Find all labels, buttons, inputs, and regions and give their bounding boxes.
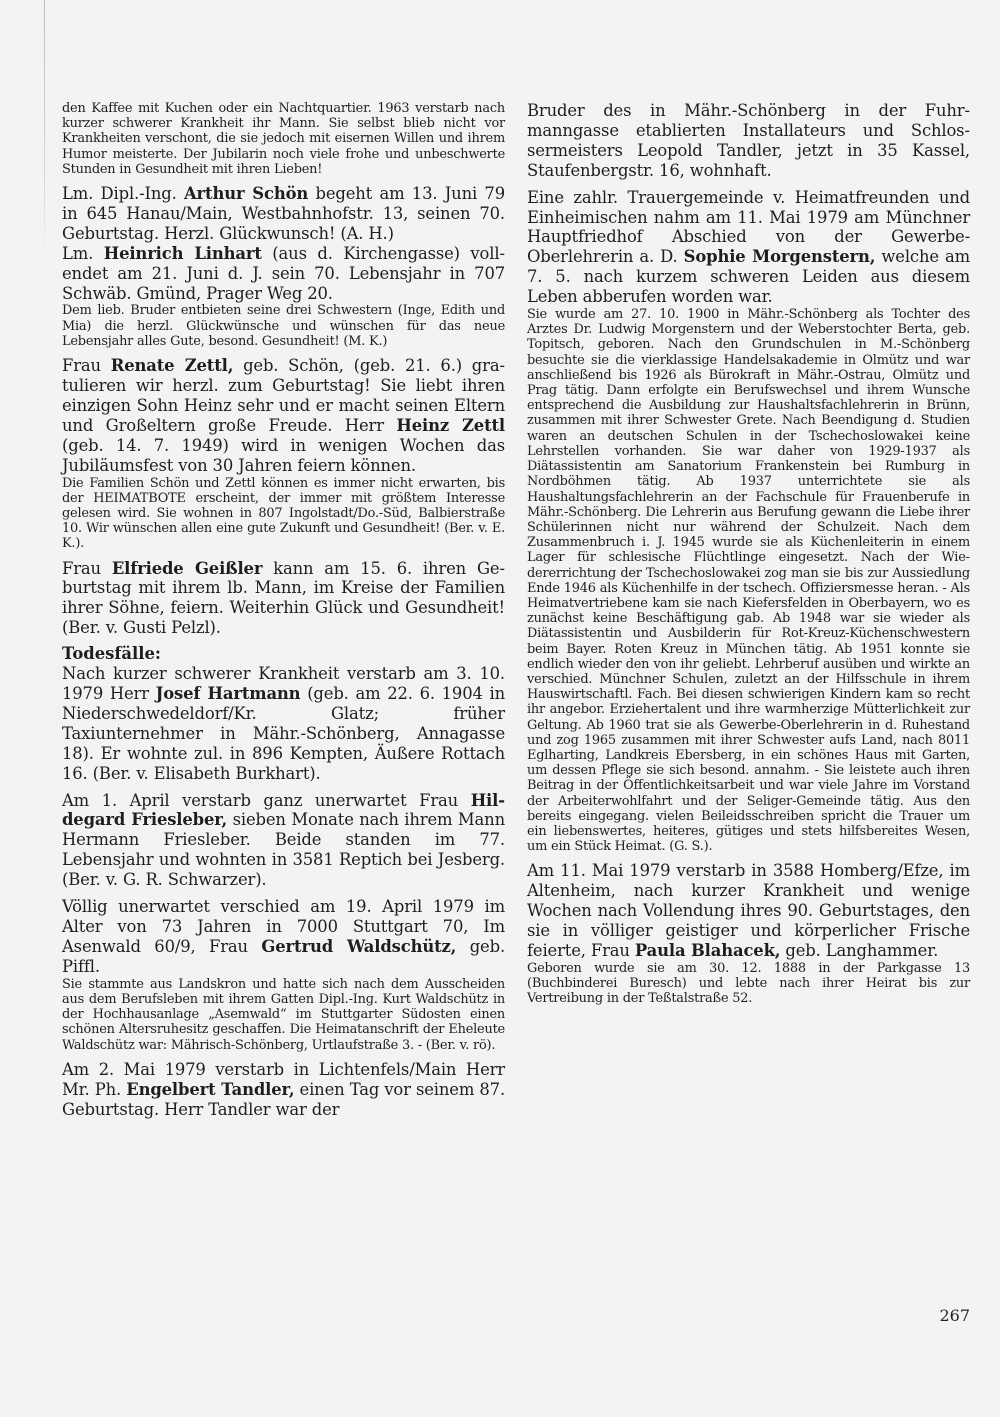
article-continuation-text: den Kaffee mit Kuchen oder ein Nachtquartier. 1963 verstarb nach kurzer schwerer Krankheit ihr Mann. Sie selbst blieb nicht vor Krankheiten verschont, die sie jedoch mit eisernen Willen und ihrem Humor meisterte. Der Jubilarin noch viele frohe und unbeschwerte Stunden in Gesundheit mit ihren Lieben! <box>62 101 505 177</box>
obituary-sophie-morgenstern: Eine zahlr. Trauergemeinde v. Heimatfreunden und Einheimischen nahm am 11. Mai 1979 am Münchner Hauptfriedhof Abschied von der Gewerbe-Oberlehrerin a. D. Sophie Morgenstern, welche am 7. 5. nach kurzem schweren Leiden aus diesem Leben abberufen worden war. <box>527 187 970 307</box>
person-name: Hildegard Friesleber, <box>62 790 505 830</box>
obituary-engelbert-tandler-continued: Bruder des in Mähr.-Schönberg in der Fuhrmanngasse etablierten Installateurs und Schlossermeisters Leopold Tandler, jetzt in 35 Kassel, Staufenbergstr. 16, wohnhaft. <box>527 101 970 180</box>
right-column <box>527 101 970 1007</box>
birthday-notice-detail: Die Familien Schön und Zettl können es immer nicht erwarten, bis der HEIMATBOTE erscheint, der immer mit größtem Interesse gelesen wird. Sie wohnen in 807 Ingolstadt/Do.-Süd, Balbierstraße 10. Wir wünschen allen eine gute Zukunft und Gesundheit! (Ber. v. E. K.). <box>62 475 505 552</box>
person-name: Arthur Schön <box>183 184 309 204</box>
obituary-detail: Sie stammte aus Landskron und hatte sich nach dem Ausscheiden aus dem Berufsleben mit ihrem Gatten Dipl.-Ing. Kurt Waldschütz in der Hochhausanlage „Asemwald“ im Stuttgarter Südosten einen schönen Altersruhesitz geschaffen. Die Heimatanschrift der Eheleute Waldschütz war: Mährisch-Schönberg, Urtlaufstraße 3. - (Ber. v. rö). <box>62 976 505 1053</box>
obituary-josef-hartmann: Nach kurzer schwerer Krankheit verstarb am 3. 10. 1979 Herr Josef Hartmann (geb. am 22. 6. 1904 in Niederschwedeldorf/Kr. Glatz; früher Taxiunternehmer in Mähr.-Schönberg, Annagasse 18). Er wohnte zul. in 896 Kempten, Äußere Rottach 16. (Ber. v. Elisabeth Burkhart). <box>62 664 505 783</box>
page-fold-line <box>44 0 45 260</box>
person-name: Engelbert Tandler, <box>126 1079 295 1099</box>
person-name: Paula Blahacek, <box>634 941 781 960</box>
birthday-notice-arthur-schoen: Lm. Dipl.-Ing. Arthur Schön begeht am 13. Juni 79 in 645 Hanau/Main, Westbahnhofstr. 13, seinen 70. Geburtstag. Herzl. Glückwunsch! (A. H.) <box>62 184 505 243</box>
person-name: Heinz Zettl <box>396 415 506 435</box>
person-name: Renate Zettl, <box>110 356 234 376</box>
person-name: Josef Hartmann <box>155 684 301 704</box>
birthday-notice-heinrich-linhart: Lm. Heinrich Linhart (aus d. Kirchengasse) vollendet am 21. Juni d. J. sein 70. Lebensjahr in 707 Schwäb. Gmünd, Prager Weg 20. <box>62 243 505 303</box>
birthday-notice-detail: Dem lieb. Bruder entbieten seine drei Schwestern (Inge, Edith und Mia) die herzl. Glückwünsche und wünschen für das neue Lebensjahr alles Gute, besond. Gesundheit! (M. K.) <box>62 303 505 349</box>
obituary-paula-blahacek: Am 11. Mai 1979 verstarb in 3588 Homberg/Efze, im Altenheim, nach kurzer Krankheit und wenige Wochen nach Vollendung ihres 90. Geburtstages, den sie in völliger geistiger und körperlicher Frische feierte, Frau Paula Blahacek, geb. Langhammer. <box>527 861 970 960</box>
birthday-notice-renate-zettl: Frau Renate Zettl, geb. Schön, (geb. 21. 6.) gratulieren wir herzl. zum Geburtstag! Sie liebt ihren einzigen Sohn Heinz sehr und er macht seinen Eltern und Großeltern große Freude. Herr Heinz Zettl (geb. 14. 7. 1949) wird in wenigen Wochen das Jubiläumsfest von 30 Jahren feiern können. <box>62 356 506 475</box>
section-heading-deaths: Todesfälle: <box>62 644 161 664</box>
page-number: 267 <box>939 1306 970 1325</box>
person-name: Elfriede Geißler <box>111 558 263 578</box>
left-column <box>62 101 505 1119</box>
birthday-notice-elfriede-geissler: Frau Elfriede Geißler kann am 15. 6. ihren Geburtstag mit ihrem lb. Mann, im Kreise der Familien ihrer Söhne, feiern. Weiterhin Glück und Gesundheit! (Ber. v. Gusti Pelzl). <box>62 558 505 638</box>
person-name: Heinrich Linhart <box>103 243 262 263</box>
person-name: Sophie Morgenstern, <box>683 247 876 267</box>
obituary-detail: Sie wurde am 27. 10. 1900 in Mähr.-Schönberg als Tochter des Arztes Dr. Ludwig Morgenstern und der Weberstochter Berta, geb. Topitsch, geboren. Nach den Grundschulen in M.-Schönberg besuchte sie die vierklassige Handelsakademie in Olmütz und war anschließend bis 1926 als Bürokraft in Mähr.-Ostrau, Olmütz und Prag tätig. Dann erfolgte ein Berufswechsel und ihrem Wunsche entsprechend die Ausbildung zur Haushaltsfachlehrerin in Brünn, zusammen mit ihrer Schwester Grete. Nach Beendigung d. Studien waren an deutschen Schulen in der Tschechoslowakei keine Lehrstellen vorhanden. Sie war daher von 1929-1937 als Diätassistentin am Sanatorium Frankenstein bei Rumburg in Nordböhmen tätig. Ab 1937 unterrichtete sie als Haushaltungsfachlehrerin an der Fachschule für Frauenberufe in Mähr.-Schönberg. Die Lehrerin aus Berufung gewann die Liebe ihrer Schülerinnen nicht nur während der Schulzeit. Nach dem Zusammenbruch i. J. 1945 wurde sie als Küchenleiterin in einem Lager für schlesische Flüchtlinge eingesetzt. Nach der Wiedererrichtung der Tschechoslowakei zog man sie bis zur Aussiedlung Ende 1946 als Küchenhilfe in der tschech. Offiziersmesse heran. - Als Heimatvertriebene kam sie nach Kiefersfelden in Oberbayern, wo es zunächst keine Beschäftigung gab. Ab 1948 war sie wieder als Diätassistentin und Ausbilderin für Rot-Kreuz-Küchenschwestern beim Bayer. Roten Kreuz in München tätig. Ab 1951 konnte sie endlich wieder den von ihr geliebt. Lehrberuf ausüben und wirkte an verschied. Münchner Schulen, zuletzt an der Hilfsschule in ihrem Hauswirtschaftl. Fach. Bei diesen schwierigen Kindern kam so recht ihr angebor. Erziehertalent und ihre warmherzige Mütterlichkeit zur Geltung. Ab 1960 trat sie als Gewerbe-Oberlehrerin in d. Ruhestand und zog 1965 zusammen mit ihrer Schwester aufs Land, nach 8011 Eglharting, Landkreis Ebersberg, in ein schönes Haus mit Garten, um dessen Pflege sie sich besond. annahm. - Sie leistete auch ihren Beitrag in der Öffentlichkeitsarbeit und war viele Jahre im Vorstand der Arbeiterwohlfahrt und der Seliger-Gemeinde tätig. Aus den bereits eingegang. vielen Beileidsschreiben spricht die Trauer um ein liebenswertes, heiteres, gütiges und stets hilfsbereites Wesen, um ein Stück Heimat. (G. S.). <box>527 307 970 855</box>
person-name: Gertrud Waldschütz, <box>261 936 457 956</box>
obituary-engelbert-tandler: Am 2. Mai 1979 verstarb in Lichtenfels/Main Herr Mr. Ph. Engelbert Tandler, einen Tag vor seinem 87. Geburtstag. Herr Tandler war der <box>62 1059 505 1119</box>
obituary-detail: Geboren wurde sie am 30. 12. 1888 in der Parkgasse 13 (Buchbinderei Buresch) und lebte nach ihrer Heirat bis zur Vertreibung in der Teßtalstraße 52. <box>527 960 970 1007</box>
obituary-hildegard-friesleber: Am 1. April verstarb ganz unerwartet Frau Hildegard Friesleber, sieben Monate nach ihrem Mann Hermann Friesleber. Beide standen im 77. Lebensjahr und wohnten in 3581 Reptich bei Jesberg. (Ber. v. G. R. Schwarzer). <box>62 790 505 890</box>
obituary-gertrud-waldschuetz: Völlig unerwartet verschied am 19. April 1979 im Alter von 73 Jahren in 7000 Stuttgart 70, Im Asenwald 60/9, Frau Gertrud Waldschütz, geb. Piffl. <box>62 897 506 976</box>
